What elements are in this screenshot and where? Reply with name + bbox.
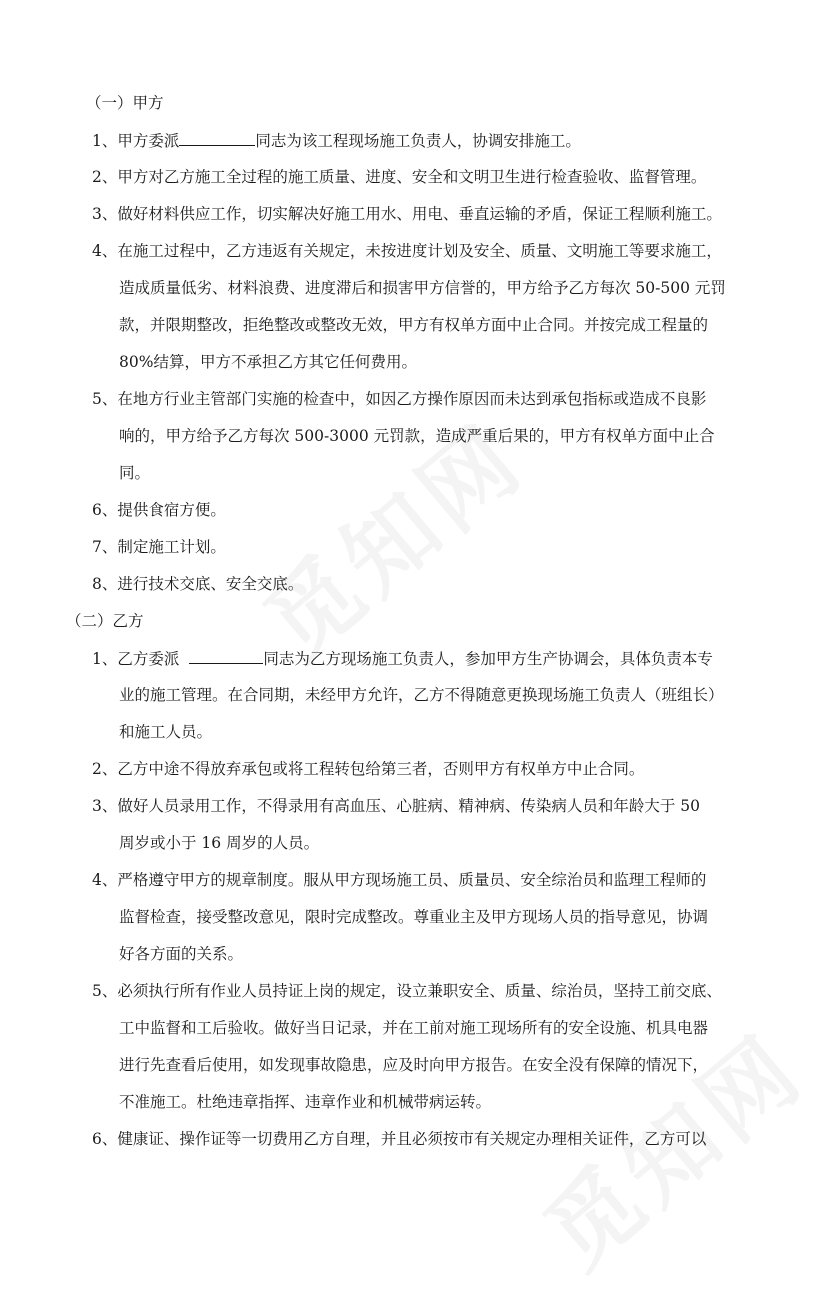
- fill-in-blank[interactable]: [179, 130, 255, 146]
- party-a-item-4-line: 4、在施工过程中，乙方违返有关规定，未按进度计划及安全、质量、文明施工等要求施工，: [92, 242, 722, 260]
- party-b-item-1: [92, 648, 713, 669]
- section-heading-party-a: （一）甲方: [86, 94, 164, 112]
- party-b-item-1-line: 和施工人员。: [119, 723, 213, 741]
- party-b-item-1-suffix: 同志为乙方现场施工负责人，参加甲方生产协调会，具体负责本专: [263, 650, 713, 668]
- fill-in-blank[interactable]: [189, 648, 263, 664]
- party-a-item-4-line: 80%结算，甲方不承担乙方其它任何费用。: [119, 353, 417, 371]
- party-b-item-4-line: 监督检查，接受整改意见，限时完成整改。尊重业主及甲方现场人员的指导意见，协调: [119, 908, 709, 926]
- party-a-item-1-prefix: 1、甲方委派: [92, 132, 180, 150]
- party-b-item-1-prefix: 1、乙方委派: [92, 650, 180, 668]
- party-a-item-2: 2、甲方对乙方施工全过程的施工质量、进度、安全和文明卫生进行检查验收、监督管理。: [92, 168, 707, 186]
- party-a-item-3: 3、做好材料供应工作，切实解决好施工用水、用电、垂直运输的矛盾，保证工程顺利施工。: [92, 205, 722, 223]
- section-heading-party-b: （二）乙方: [66, 612, 144, 630]
- party-b-item-5-line: 5、必须执行所有作业人员持证上岗的规定，设立兼职安全、质量、综治员，坚持工前交底、: [92, 982, 722, 1000]
- party-b-item-2: 2、乙方中途不得放弃承包或将工程转包给第三者，否则甲方有权单方中止合同。: [92, 760, 645, 778]
- party-a-item-7: 7、制定施工计划。: [92, 538, 226, 556]
- party-a-item-5-line: 响的，甲方给予乙方每次 500-3000 元罚款，造成严重后果的，甲方有权单方面中止合: [119, 427, 715, 445]
- party-b-item-6: 6、健康证、操作证等一切费用乙方自理，并且必须按市有关规定办理相关证件，乙方可以: [92, 1130, 707, 1148]
- party-b-item-3-line: 周岁或小于 16 周岁的人员。: [119, 834, 320, 852]
- party-b-item-3-line: 3、做好人员录用工作，不得录用有高血压、心脏病、精神病、传染病人员和年龄大于 50: [92, 797, 701, 815]
- party-b-item-4-line: 好各方面的关系。: [119, 945, 244, 963]
- party-b-item-5-line: 工中监督和工后验收。做好当日记录，并在工前对施工现场所有的安全设施、机具电器: [119, 1019, 709, 1037]
- party-a-item-1-suffix: 同志为该工程现场施工负责人，协调安排施工。: [255, 132, 581, 150]
- party-b-item-5-line: 不准施工。杜绝违章指挥、违章作业和机械带病运转。: [119, 1093, 492, 1111]
- party-b-item-5-line: 进行先查看后使用，如发现事故隐患，应及时向甲方报告。在安全没有保障的情况下，: [119, 1056, 709, 1074]
- party-a-item-5-line: 同。: [119, 464, 151, 482]
- party-b-item-4-line: 4、严格遵守甲方的规章制度。服从甲方现场施工员、质量员、安全综治员和监理工程师的: [92, 871, 707, 889]
- party-a-item-4-line: 款，并限期整改，拒绝整改或整改无效，甲方有权单方面中止合同。并按完成工程量的: [119, 316, 709, 334]
- party-a-item-4-line: 造成质量低劣、材料浪费、进度滞后和损害甲方信誉的，甲方给予乙方每次 50-500 元罚: [119, 279, 726, 297]
- party-a-item-8: 8、进行技术交底、安全交底。: [92, 575, 304, 593]
- party-b-item-1-line: 业的施工管理。在合同期，未经甲方允许，乙方不得随意更换现场施工负责人（班组长）: [119, 686, 724, 704]
- party-a-item-6: 6、提供食宿方便。: [92, 501, 226, 519]
- party-a-item-1: [92, 130, 581, 151]
- party-a-item-5-line: 5、在地方行业主管部门实施的检查中，如因乙方操作原因而未达到承包指标或造成不良影: [92, 390, 707, 408]
